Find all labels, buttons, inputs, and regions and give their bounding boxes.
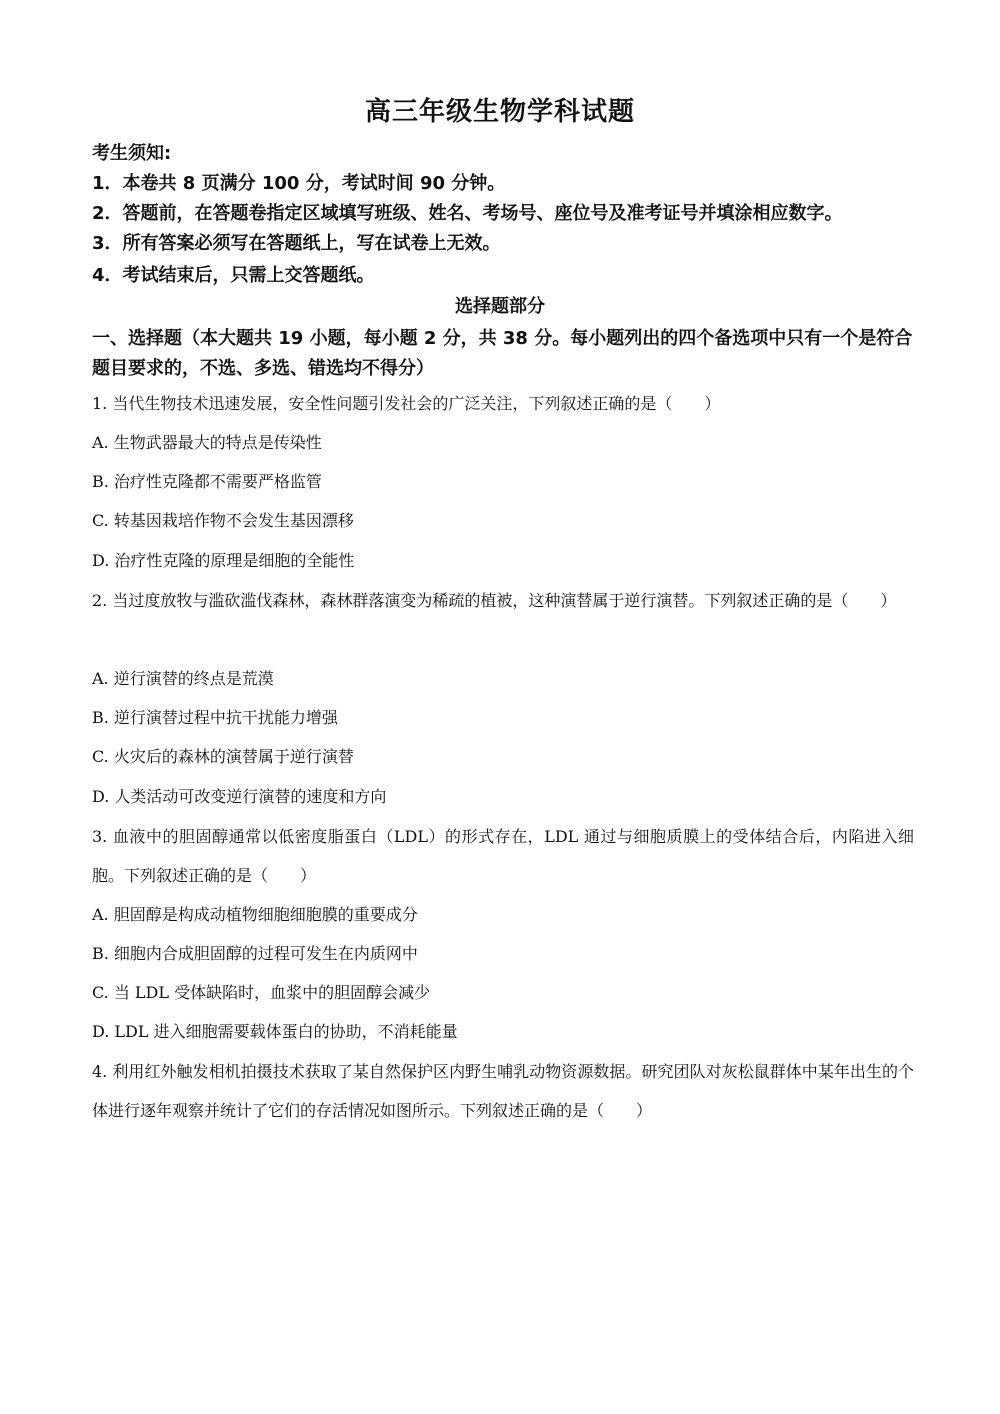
question-1-option-d: D. 治疗性克隆的原理是细胞的全能性 [92, 551, 355, 570]
notice-heading: 考生须知: [92, 143, 172, 164]
question-1-option-b: B. 治疗性克隆都不需要严格监管 [92, 472, 322, 491]
question-2-option-d: D. 人类活动可改变逆行演替的速度和方向 [92, 787, 387, 806]
part-heading: 一、选择题（本大题共 19 小题，每小题 2 分，共 38 分。每小题列出的四个备选项中只有一个是符合题目要求的，不选、多选、错选均不得分） [92, 328, 913, 379]
question-3-option-b: B. 细胞内合成胆固醇的过程可发生在内质网中 [92, 944, 418, 963]
question-2-stem: 2. 当过度放牧与滥砍滥伐森林，森林群落演变为稀疏的植被，这种演替属于逆行演替。下列叙述正确的是（ ） [92, 591, 897, 610]
notice-item: 2．答题前，在答题卷指定区域填写班级、姓名、考场号、座位号及准考证号并填涂相应数字。 [92, 203, 843, 224]
question-3-stem: 3. 血液中的胆固醇通常以低密度脂蛋白（LDL）的形式存在，LDL 通过与细胞质膜上的受体结合后，内陷进入细胞。下列叙述正确的是（ ） [92, 827, 914, 885]
question-3-option-a: A. 胆固醇是构成动植物细胞细胞膜的重要成分 [92, 905, 418, 924]
question-3-option-c: C. 当 LDL 受体缺陷时，血浆中的胆固醇会减少 [92, 983, 431, 1002]
notice-item: 1．本卷共 8 页满分 100 分，考试时间 90 分钟。 [92, 173, 506, 194]
notice-item: 3．所有答案必须写在答题纸上，写在试卷上无效。 [92, 233, 501, 254]
question-1-stem: 1. 当代生物技术迅速发展，安全性问题引发社会的广泛关注，下列叙述正确的是（ ） [92, 394, 721, 413]
section-title: 选择题部分 [455, 296, 545, 317]
page-title: 高三年级生物学科试题 [364, 97, 635, 127]
question-4-stem: 4. 利用红外触发相机拍摄技术获取了某自然保护区内野生哺乳动物资源数据。研究团队对灰松鼠群体中某年出生的个体进行逐年观察并统计了它们的存活情况如图所示。下列叙述正确的是（ ） [92, 1062, 914, 1120]
question-1-option-c: C. 转基因栽培作物不会发生基因漂移 [92, 511, 354, 530]
question-2-option-b: B. 逆行演替过程中抗干扰能力增强 [92, 708, 338, 727]
question-3-option-d: D. LDL 进入细胞需要载体蛋白的协助，不消耗能量 [92, 1022, 458, 1041]
notice-item: 4．考试结束后，只需上交答题纸。 [92, 265, 375, 286]
question-2-option-a: A. 逆行演替的终点是荒漠 [92, 669, 274, 688]
question-2-option-c: C. 火灾后的森林的演替属于逆行演替 [92, 747, 354, 766]
question-1-option-a: A. 生物武器最大的特点是传染性 [92, 433, 322, 452]
